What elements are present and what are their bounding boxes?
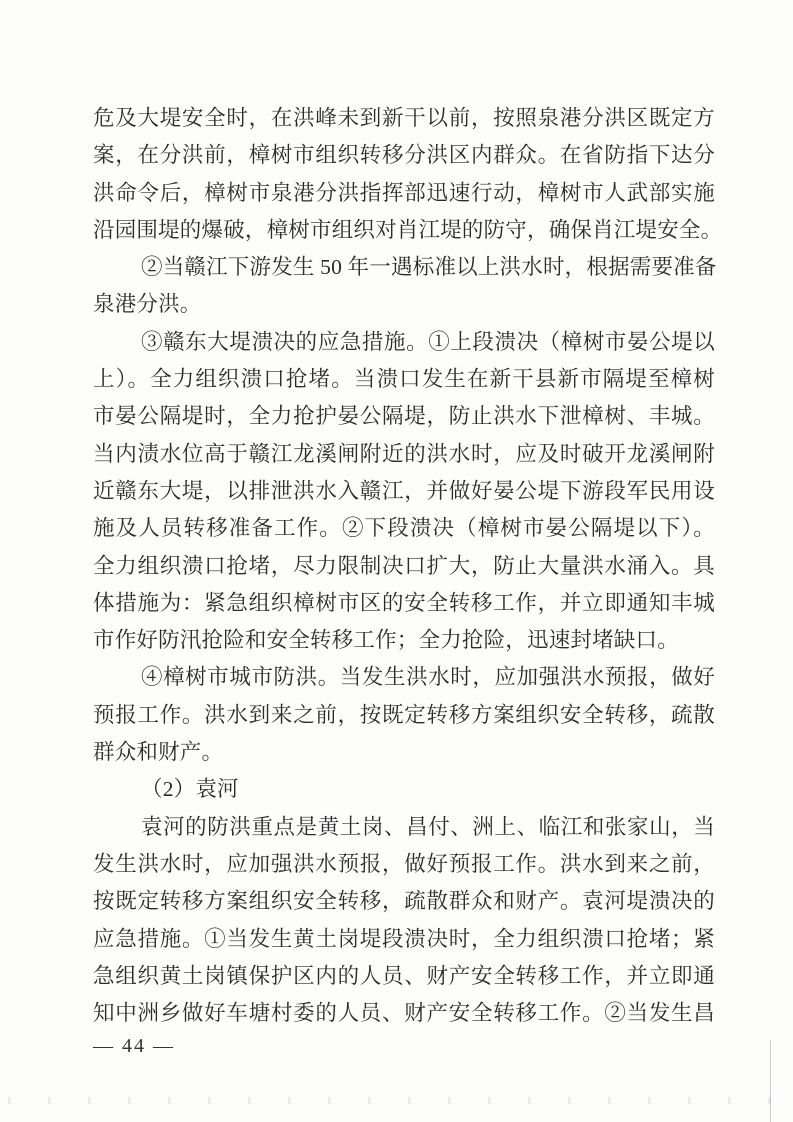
text-line: 近赣东大堤，以排泄洪水入赣江，并做好晏公堤下游段军民用设 bbox=[93, 478, 715, 503]
text-line: 案，在分洪前，樟树市组织转移分洪区内群众。在省防指下达分 bbox=[93, 143, 715, 168]
page-number: — 44 — bbox=[93, 1035, 175, 1057]
page-text bbox=[93, 100, 723, 1032]
text-line: 施及人员转移准备工作。②下段溃决（樟树市晏公隔堤以下）。 bbox=[93, 516, 715, 541]
text-line: 知中洲乡做好车塘村委的人员、财产安全转移工作。②当发生昌 bbox=[93, 1001, 715, 1026]
text-line: ②当赣江下游发生 50 年一遇标准以上洪水时，根据需要准备 bbox=[141, 255, 717, 280]
text-line: 应急措施。①当发生黄土岗堤段溃决时，全力组织溃口抢堵；紧 bbox=[93, 926, 715, 951]
text-line: 发生洪水时，应加强洪水预报，做好预报工作。洪水到来之前， bbox=[93, 851, 715, 876]
text-line: 市作好防汛抢险和安全转移工作；全力抢险，迅速封堵缺口。 bbox=[93, 628, 679, 653]
text-line: 群众和财产。 bbox=[93, 740, 224, 765]
text-line: 全力组织溃口抢堵，尽力限制决口扩大，防止大量洪水涌入。具 bbox=[93, 553, 715, 578]
text-line: 上）。全力组织溃口抢堵。当溃口发生在新干县新市隔堤至樟树 bbox=[93, 367, 715, 392]
text-line: 按既定转移方案组织安全转移，疏散群众和财产。袁河堤溃决的 bbox=[93, 889, 715, 914]
text-line: 当内渍水位高于赣江龙溪闸附近的洪水时，应及时破开龙溪闸附 bbox=[93, 441, 715, 466]
text-line: 预报工作。洪水到来之前，按既定转移方案组织安全转移，疏散 bbox=[93, 702, 715, 727]
text-line: 泉港分洪。 bbox=[93, 292, 202, 317]
text-line: 沿园围堤的爆破，樟树市组织对肖江堤的防守，确保肖江堤安全。 bbox=[93, 217, 723, 242]
text-line: 危及大堤安全时，在洪峰未到新干以前，按照泉港分洪区既定方 bbox=[93, 106, 715, 130]
text-line: 市晏公隔堤时，全力抢护晏公隔堤，防止洪水下泄樟树、丰城。 bbox=[93, 404, 715, 429]
scan-noise-artifact bbox=[8, 1097, 779, 1104]
text-line: 袁河的防洪重点是黄土岗、昌付、洲上、临江和张家山，当 bbox=[141, 814, 715, 839]
text-line: （2）袁河 bbox=[141, 777, 239, 802]
scan-edge-line-artifact bbox=[770, 1040, 771, 1122]
text-line: 体措施为：紧急组织樟树市区的安全转移工作，并立即通知丰城 bbox=[93, 590, 715, 615]
text-line: 洪命令后，樟树市泉港分洪指挥部迅速行动，樟树市人武部实施 bbox=[93, 180, 715, 205]
text-line: 急组织黄土岗镇保护区内的人员、财产安全转移工作，并立即通 bbox=[93, 963, 715, 988]
text-line: ④樟树市城市防洪。当发生洪水时，应加强洪水预报，做好 bbox=[141, 665, 715, 690]
text-line: ③赣东大堤溃决的应急措施。①上段溃决（樟树市晏公堤以 bbox=[141, 329, 715, 354]
